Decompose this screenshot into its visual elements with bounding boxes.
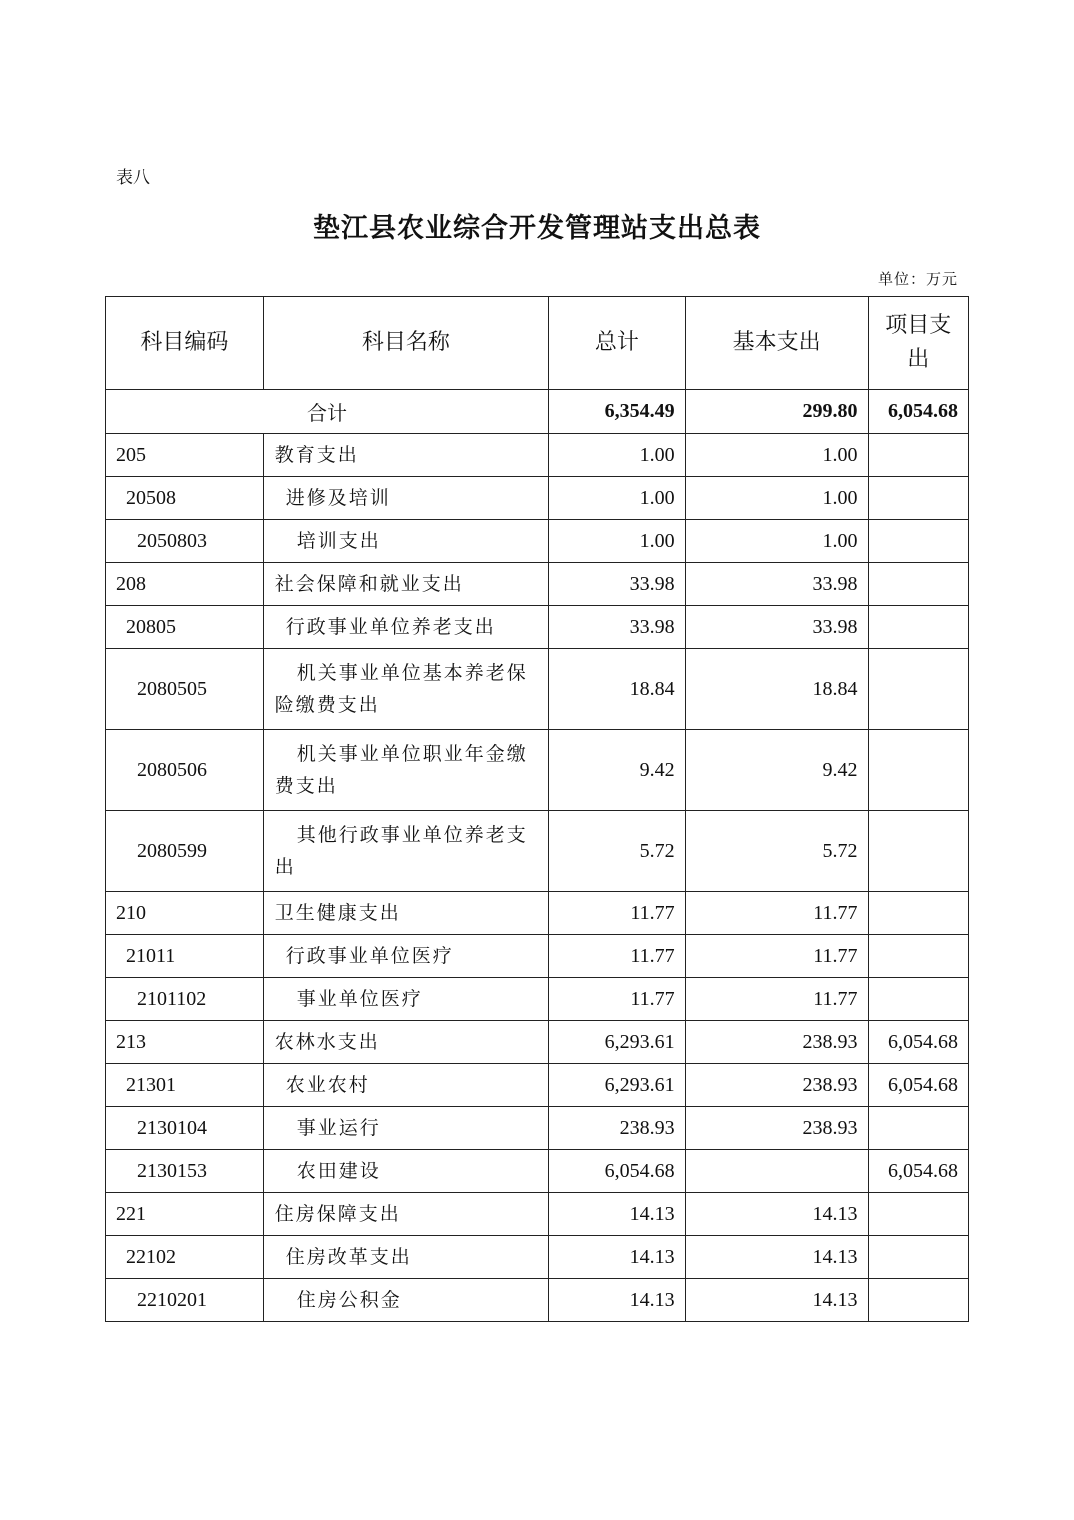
row-name: 事业单位医疗: [263, 978, 548, 1021]
row-basic: 18.84: [685, 649, 868, 730]
row-basic: 238.93: [685, 1064, 868, 1107]
row-name: 机关事业单位职业年金缴费支出: [263, 730, 548, 811]
row-basic: 1.00: [685, 477, 868, 520]
row-basic: 33.98: [685, 606, 868, 649]
header-row: [106, 297, 969, 390]
row-code: 2101102: [106, 978, 264, 1021]
row-basic: 14.13: [685, 1279, 868, 1322]
row-project: [868, 935, 969, 978]
page-title: 垫江县农业综合开发管理站支出总表: [313, 213, 761, 244]
row-name: 住房公积金: [263, 1279, 548, 1322]
row-total: 1.00: [549, 520, 686, 563]
row-project: [868, 563, 969, 606]
row-name: 卫生健康支出: [263, 892, 548, 935]
table-row: [106, 978, 969, 1021]
row-total: 33.98: [549, 563, 686, 606]
row-name: 农林水支出: [263, 1021, 548, 1064]
row-project: [868, 1279, 969, 1322]
table-row: [106, 606, 969, 649]
row-total: 238.93: [549, 1107, 686, 1150]
summary-basic: 299.80: [685, 390, 868, 434]
table-row: [106, 1193, 969, 1236]
header-code: 科目编码: [106, 297, 264, 390]
row-name: 住房改革支出: [263, 1236, 548, 1279]
table-row: [106, 1021, 969, 1064]
table-row: [106, 434, 969, 477]
unit-note: 单位：万元: [877, 270, 958, 288]
row-total: 11.77: [549, 892, 686, 935]
header-name: 科目名称: [263, 297, 548, 390]
table-row: [106, 1236, 969, 1279]
table-row: [106, 477, 969, 520]
row-code: 21301: [106, 1064, 264, 1107]
table-row: [106, 520, 969, 563]
table-row: [106, 1279, 969, 1322]
row-total: 5.72: [549, 811, 686, 892]
row-project: [868, 606, 969, 649]
row-project: [868, 520, 969, 563]
table-row: [106, 649, 969, 730]
row-project: 6,054.68: [868, 1064, 969, 1107]
row-code: 2050803: [106, 520, 264, 563]
row-name: 行政事业单位养老支出: [263, 606, 548, 649]
row-name: 行政事业单位医疗: [263, 935, 548, 978]
row-name: 培训支出: [263, 520, 548, 563]
row-code: 22102: [106, 1236, 264, 1279]
row-total: 9.42: [549, 730, 686, 811]
row-project: [868, 892, 969, 935]
header-total: 总计: [549, 297, 686, 390]
row-total: 14.13: [549, 1193, 686, 1236]
row-total: 14.13: [549, 1236, 686, 1279]
row-basic: 1.00: [685, 434, 868, 477]
row-project: [868, 811, 969, 892]
row-code: 2080599: [106, 811, 264, 892]
row-name: 其他行政事业单位养老支出: [263, 811, 548, 892]
summary-row: [106, 390, 969, 434]
row-code: 2130104: [106, 1107, 264, 1150]
header-project-line1: 项目支: [885, 313, 952, 338]
row-total: 14.13: [549, 1279, 686, 1322]
row-project: [868, 434, 969, 477]
row-code: 2080506: [106, 730, 264, 811]
row-basic: 11.77: [685, 978, 868, 1021]
row-name: 农业农村: [263, 1064, 548, 1107]
row-project: 6,054.68: [868, 1150, 969, 1193]
row-project: [868, 730, 969, 811]
header-basic: 基本支出: [685, 297, 868, 390]
row-code: 20805: [106, 606, 264, 649]
row-total: 33.98: [549, 606, 686, 649]
row-name: 进修及培训: [263, 477, 548, 520]
row-project: [868, 477, 969, 520]
row-code: 213: [106, 1021, 264, 1064]
table-row: [106, 892, 969, 935]
row-name: 事业运行: [263, 1107, 548, 1150]
row-name: 住房保障支出: [263, 1193, 548, 1236]
expenditure-table: [105, 296, 969, 1322]
table-row: [106, 1107, 969, 1150]
summary-label: 合计: [106, 390, 549, 434]
row-total: 1.00: [549, 434, 686, 477]
row-basic: 238.93: [685, 1021, 868, 1064]
row-name: 农田建设: [263, 1150, 548, 1193]
row-code: 221: [106, 1193, 264, 1236]
table-row: [106, 1064, 969, 1107]
row-code: 2130153: [106, 1150, 264, 1193]
row-code: 208: [106, 563, 264, 606]
row-code: 205: [106, 434, 264, 477]
row-project: [868, 978, 969, 1021]
row-total: 6,054.68: [549, 1150, 686, 1193]
table-row: [106, 730, 969, 811]
row-name: 机关事业单位基本养老保险缴费支出: [263, 649, 548, 730]
row-basic: 238.93: [685, 1107, 868, 1150]
table-label: 表八: [116, 168, 150, 188]
row-project: [868, 1107, 969, 1150]
row-total: 11.77: [549, 978, 686, 1021]
row-basic: 11.77: [685, 892, 868, 935]
row-basic: 9.42: [685, 730, 868, 811]
row-name: 社会保障和就业支出: [263, 563, 548, 606]
row-code: 210: [106, 892, 264, 935]
row-basic: 14.13: [685, 1193, 868, 1236]
row-code: 2080505: [106, 649, 264, 730]
table-row: [106, 935, 969, 978]
row-code: 20508: [106, 477, 264, 520]
row-total: 6,293.61: [549, 1021, 686, 1064]
table-row: [106, 1150, 969, 1193]
summary-project: 6,054.68: [868, 390, 969, 434]
row-basic: 33.98: [685, 563, 868, 606]
row-basic: 11.77: [685, 935, 868, 978]
table-row: [106, 563, 969, 606]
row-project: [868, 1193, 969, 1236]
row-code: 21011: [106, 935, 264, 978]
header-project: [868, 297, 969, 390]
row-basic: [685, 1150, 868, 1193]
summary-total: 6,354.49: [549, 390, 686, 434]
row-name: 教育支出: [263, 434, 548, 477]
row-total: 6,293.61: [549, 1064, 686, 1107]
row-basic: 5.72: [685, 811, 868, 892]
row-total: 1.00: [549, 477, 686, 520]
row-code: 2210201: [106, 1279, 264, 1322]
row-basic: 1.00: [685, 520, 868, 563]
row-total: 11.77: [549, 935, 686, 978]
row-project: [868, 649, 969, 730]
header-project-line2: 出: [907, 347, 930, 372]
row-total: 18.84: [549, 649, 686, 730]
row-project: 6,054.68: [868, 1021, 969, 1064]
table-row: [106, 811, 969, 892]
row-basic: 14.13: [685, 1236, 868, 1279]
row-project: [868, 1236, 969, 1279]
